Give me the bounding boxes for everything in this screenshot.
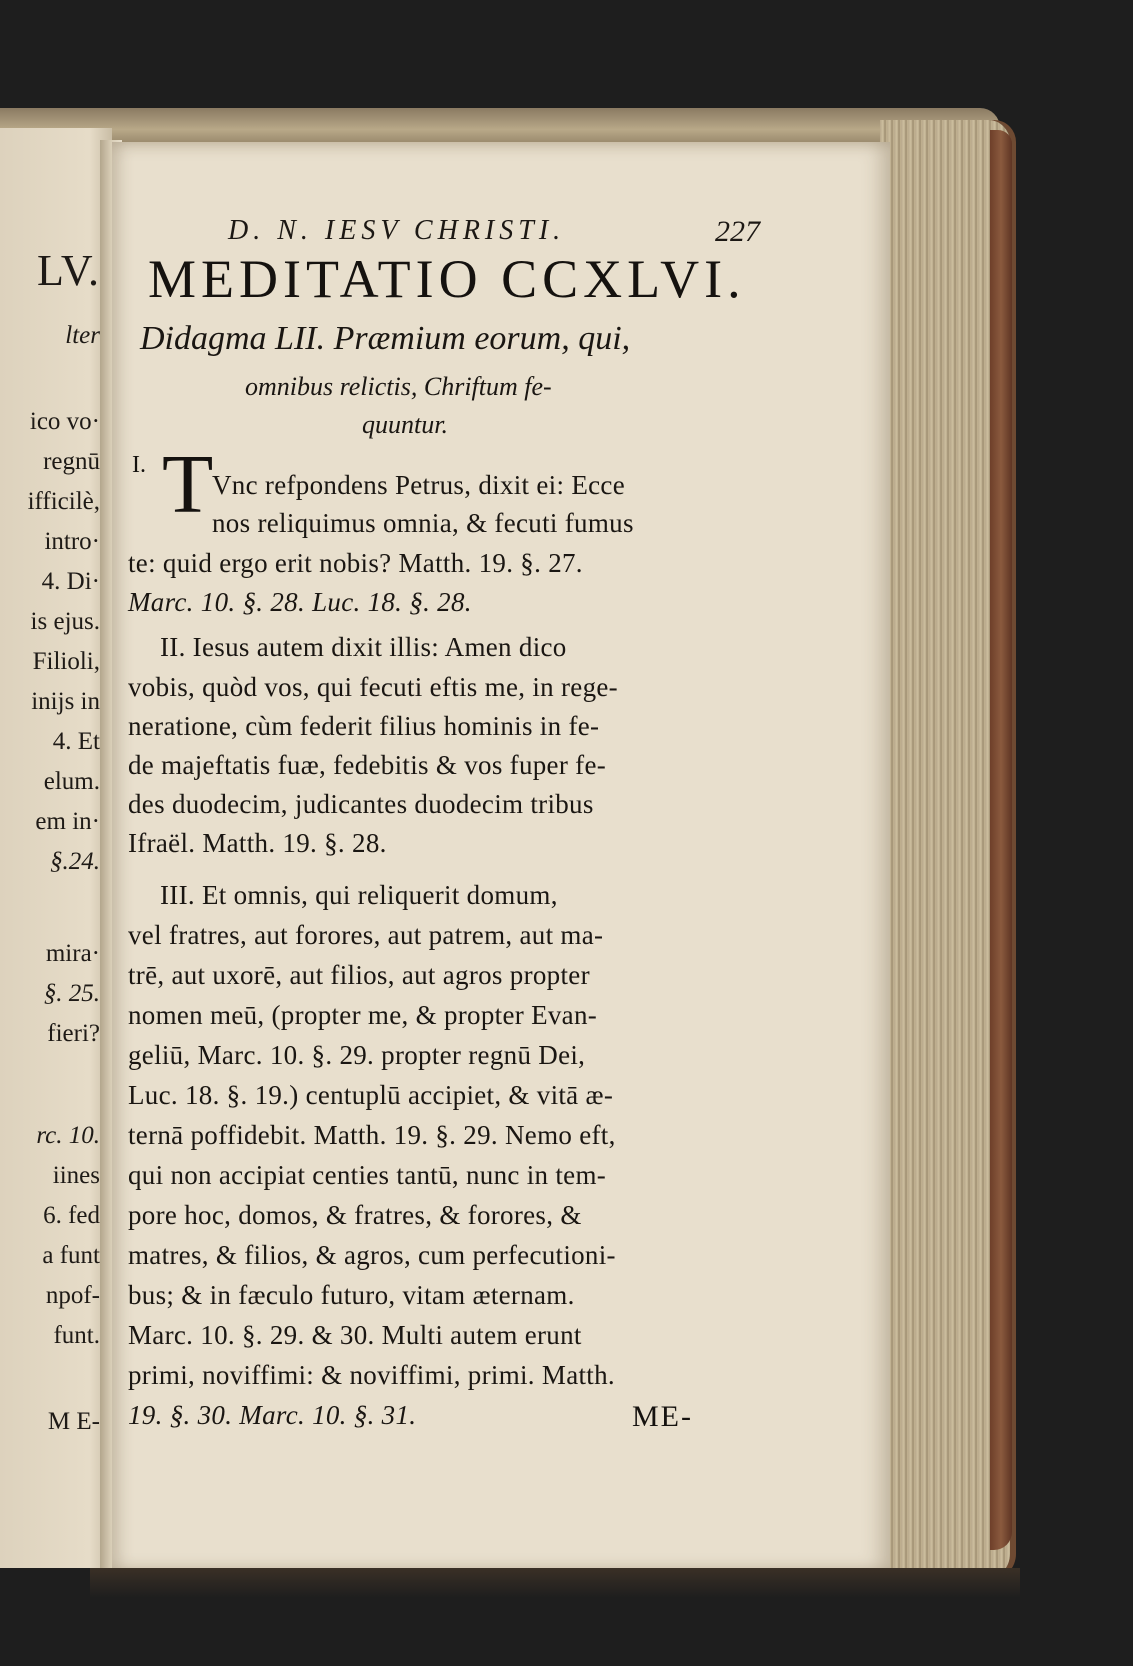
left-fragment: npof- bbox=[45, 1282, 100, 1309]
text-line: Marc. 10. §. 28. Luc. 18. §. 28. bbox=[128, 587, 472, 617]
left-fragment: Filioli, bbox=[32, 648, 100, 675]
left-fragment: 4. Di· bbox=[41, 568, 100, 595]
text-line: vel fratres, aut forores, aut patrem, aut ma- bbox=[128, 920, 604, 950]
left-fragment: inijs in bbox=[31, 688, 100, 715]
text-line: geliū, Marc. 10. §. 29. propter regnū Dei, bbox=[128, 1040, 586, 1070]
text-line: 19. §. 30. Marc. 10. §. 31. bbox=[128, 1400, 417, 1430]
text-line: te: quid ergo erit nobis? Matth. 19. §. 27. bbox=[128, 548, 583, 578]
drop-cap: T bbox=[162, 438, 214, 531]
text-line: Ifraël. Matth. 19. §. 28. bbox=[128, 828, 387, 858]
book-cover-edge bbox=[990, 130, 1012, 1550]
left-fragment: fieri? bbox=[47, 1020, 100, 1047]
text-line: des duodecim, judicantes duodecim tribus bbox=[128, 789, 594, 819]
text-line: de majeftatis fuæ, fedebitis & vos fuper fe- bbox=[128, 750, 607, 780]
left-fragment: ico vo· bbox=[29, 408, 100, 435]
left-fragment: rc. 10. bbox=[36, 1122, 100, 1149]
left-fragment: M E- bbox=[47, 1408, 100, 1435]
left-fragment: LV. bbox=[37, 246, 100, 295]
text-line: primi, noviffimi: & noviffimi, primi. Matth. bbox=[128, 1360, 615, 1390]
text-line: neratione, cùm federit filius hominis in fe- bbox=[128, 711, 600, 741]
text-line: nos reliquimus omnia, & fecuti fumus bbox=[212, 508, 634, 538]
left-fragment: em in· bbox=[35, 808, 100, 835]
left-fragment: iines bbox=[52, 1162, 100, 1189]
left-fragment: 4. Et bbox=[52, 728, 100, 755]
left-fragment: 6. fed bbox=[43, 1202, 100, 1229]
left-page-text bbox=[0, 150, 112, 1550]
running-head: D. N. IESV CHRISTI. bbox=[228, 215, 566, 246]
left-fragment: is ejus. bbox=[30, 608, 100, 635]
subtitle-line-3: quuntur. bbox=[362, 410, 448, 439]
left-fragment: mira· bbox=[45, 940, 100, 967]
left-fragment: elum. bbox=[43, 768, 100, 795]
text-line: II. Iesus autem dixit illis: Amen dico bbox=[160, 632, 567, 662]
left-fragment: lter bbox=[65, 322, 100, 349]
text-line: III. Et omnis, qui reliquerit domum, bbox=[160, 880, 558, 910]
text-line: ternā poffidebit. Matth. 19. §. 29. Nemo eft, bbox=[128, 1120, 616, 1150]
text-line: Luc. 18. §. 19.) centuplū accipiet, & vitā æ- bbox=[128, 1080, 614, 1110]
text-line: bus; & in fæculo futuro, vitam æternam. bbox=[128, 1280, 575, 1310]
left-fragment: funt. bbox=[53, 1322, 100, 1349]
left-fragment: ifficilè, bbox=[27, 488, 100, 515]
page-title: MEDITATIO CCXLVI. bbox=[148, 249, 746, 309]
left-fragment: §.24. bbox=[50, 848, 100, 875]
left-fragment: intro· bbox=[44, 528, 100, 555]
left-fragment: §. 25. bbox=[43, 980, 100, 1007]
catchword: ME- bbox=[632, 1400, 693, 1433]
text-line: Marc. 10. §. 29. & 30. Multi autem erunt bbox=[128, 1320, 582, 1350]
bottom-shadow bbox=[90, 1568, 1020, 1598]
page-number: 227 bbox=[715, 215, 760, 248]
subtitle-line-2: omnibus relictis, Chriftum fe- bbox=[245, 372, 552, 401]
text-line: qui non accipiat centies tantū, nunc in tem- bbox=[128, 1160, 607, 1190]
text-line: trē, aut uxorē, aut filios, aut agros propter bbox=[128, 960, 590, 990]
text-line: nomen meū, (propter me, & propter Evan- bbox=[128, 1000, 598, 1030]
paragraph-number: I. bbox=[132, 452, 146, 478]
left-fragment: a funt bbox=[42, 1242, 100, 1269]
text-line: matres, & filios, & agros, cum perfecutioni- bbox=[128, 1240, 616, 1270]
left-fragment: regnū bbox=[43, 448, 100, 475]
text-line: vobis, quòd vos, qui fecuti eftis me, in rege- bbox=[128, 672, 618, 702]
subtitle: Didagma LII. Præmium eorum, qui, bbox=[140, 320, 631, 357]
text-line: pore hoc, domos, & fratres, & forores, & bbox=[128, 1200, 582, 1230]
text-line: Vnc refpondens Petrus, dixit ei: Ecce bbox=[212, 470, 625, 500]
